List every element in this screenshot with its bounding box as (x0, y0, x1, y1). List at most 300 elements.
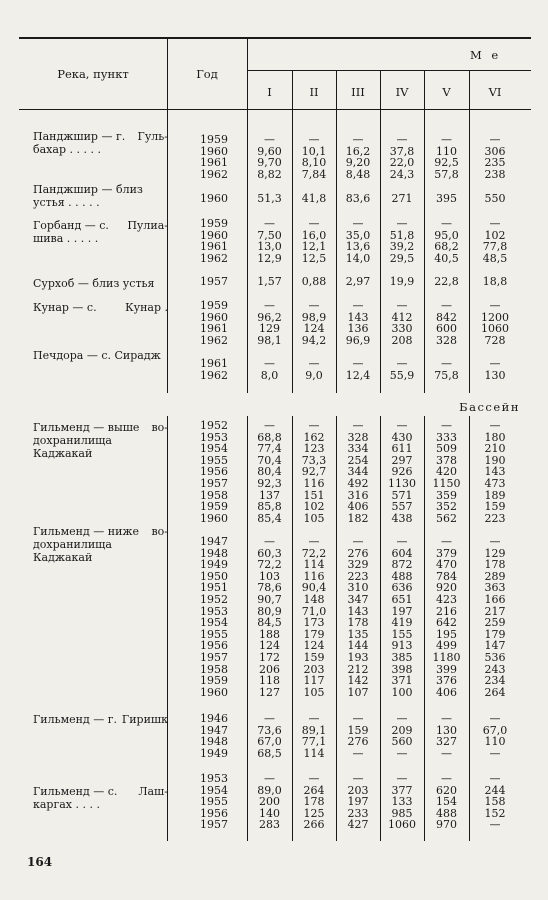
year-cell: 1953 (200, 430, 228, 444)
value-cell: 179 (484, 627, 506, 641)
value-cell: 129 (259, 322, 280, 336)
year-column-header: Год (196, 67, 218, 81)
value-cell: 41,8 (301, 192, 327, 205)
value-cell: 40,5 (434, 251, 459, 265)
value-cell: 190 (484, 453, 506, 467)
value-cell: — (441, 746, 452, 760)
value-cell: 920 (436, 581, 457, 595)
value-cell: 334 (347, 442, 369, 456)
value-cell: 172 (259, 651, 280, 664)
value-cell: 926 (391, 465, 413, 479)
value-cell: — (396, 419, 408, 432)
value-cell: — (441, 535, 452, 548)
value-cell: 254 (347, 453, 369, 467)
value-cell: 2,97 (345, 275, 371, 288)
value-cell: 9,0 (305, 368, 323, 382)
value-cell: 55,9 (389, 368, 415, 382)
value-cell: — (352, 772, 364, 785)
value-cell: 89,1 (301, 723, 327, 737)
value-cell: 8,82 (257, 167, 282, 181)
year-cell: 1954 (200, 616, 228, 630)
value-cell: 562 (436, 511, 457, 525)
value-cell: 259 (484, 616, 506, 630)
value-cell: 8,48 (345, 167, 371, 181)
value-cell: 438 (391, 511, 413, 525)
value-cell: 266 (303, 818, 325, 832)
value-cell: 142 (347, 674, 369, 688)
value-cell: 970 (436, 818, 457, 832)
year-cell: 1961 (200, 357, 228, 370)
value-cell: 136 (347, 322, 369, 336)
value-cell: 37,8 (389, 144, 415, 158)
year-cell: 1949 (200, 558, 228, 572)
value-cell: 98,9 (301, 310, 327, 324)
value-cell: 234 (484, 674, 506, 688)
value-cell: 206 (259, 662, 280, 676)
value-cell: — (441, 299, 452, 312)
month-header-3: III (351, 85, 365, 99)
value-cell: — (489, 535, 501, 548)
river-station-label (33, 277, 168, 290)
month-header-1: I (267, 85, 272, 99)
value-cell: 96,2 (257, 310, 282, 324)
value-cell: 233 (347, 806, 369, 820)
station-label-line1: Кунар — с. (33, 301, 97, 314)
value-cell: 178 (303, 795, 325, 809)
value-cell: 72,2 (301, 546, 327, 560)
station-label-line1: Гильменд — с. (33, 785, 118, 798)
value-cell: 148 (303, 593, 325, 606)
value-cell: 13,6 (345, 240, 371, 254)
value-cell: 310 (347, 581, 369, 595)
year-cell: 1957 (200, 477, 228, 490)
value-cell: 67,0 (482, 723, 508, 737)
value-cell: 217 (484, 604, 506, 618)
value-cell: — (396, 712, 408, 725)
value-cell: 427 (347, 818, 369, 832)
year-cell: 1962 (200, 368, 228, 382)
year-cell: 1957 (200, 275, 228, 288)
year-cell: 1959 (200, 674, 228, 688)
value-cell: 620 (436, 783, 457, 797)
year-cell: 1960 (200, 228, 228, 242)
value-cell: 96,9 (345, 333, 371, 347)
value-cell: 125 (303, 806, 325, 820)
value-cell: 159 (484, 500, 506, 514)
value-cell: 499 (436, 639, 457, 653)
value-cell: 238 (484, 167, 506, 181)
value-cell: 70,4 (257, 453, 282, 467)
value-cell: 159 (347, 723, 369, 737)
value-cell: — (489, 299, 501, 312)
river-station-label (33, 301, 168, 314)
value-cell: 78,6 (257, 581, 282, 595)
year-cell: 1949 (200, 746, 228, 760)
river-station-label (33, 421, 168, 460)
value-cell: 130 (436, 723, 457, 737)
value-cell: 243 (484, 662, 506, 676)
value-cell: — (489, 746, 501, 760)
value-cell: 77,8 (482, 240, 508, 254)
value-cell: 913 (391, 639, 413, 653)
year-cell: 1948 (200, 735, 228, 749)
year-cell: 1957 (200, 818, 228, 832)
value-cell: 216 (436, 604, 457, 618)
value-cell: 223 (347, 569, 369, 583)
value-cell: 1150 (432, 477, 461, 490)
value-cell: 7,50 (257, 228, 282, 242)
value-cell: — (396, 133, 408, 146)
station-label-line1: Горбанд — с. (33, 219, 109, 232)
value-cell: 509 (436, 442, 457, 456)
value-cell: 328 (347, 430, 369, 444)
value-cell: 173 (303, 616, 325, 630)
value-cell: 143 (484, 465, 506, 479)
value-cell: 154 (436, 795, 457, 809)
value-cell: 651 (391, 593, 413, 606)
value-cell: 151 (303, 488, 325, 502)
value-cell: 110 (436, 144, 457, 158)
value-cell: 376 (436, 674, 457, 688)
station-label-line1-end: Кунар . (125, 301, 168, 314)
year-cell: 1961 (200, 240, 228, 254)
value-cell: 182 (347, 511, 369, 525)
value-cell: 159 (303, 651, 325, 664)
value-cell: 271 (391, 192, 413, 205)
value-cell: 328 (436, 333, 457, 347)
value-cell: 92,3 (257, 477, 282, 490)
value-cell: 116 (303, 569, 325, 583)
river-station-label (33, 219, 168, 245)
value-cell: 306 (484, 144, 506, 158)
value-cell: 152 (484, 806, 506, 820)
value-cell: 235 (484, 156, 506, 170)
year-cell: 1947 (200, 723, 228, 737)
value-cell: 1180 (432, 651, 461, 664)
value-cell: 39,2 (389, 240, 415, 254)
value-cell: 1,57 (257, 275, 282, 288)
station-label-line1: Гильменд — выше (33, 421, 140, 434)
value-cell: 8,0 (260, 368, 279, 382)
station-label-line1: Печдора — с. Сирадж (33, 349, 161, 362)
value-cell: — (308, 712, 320, 725)
value-cell: 102 (484, 228, 506, 242)
value-cell: 18,8 (482, 275, 508, 288)
value-cell: 85,8 (257, 500, 282, 514)
year-cell: 1954 (200, 783, 228, 797)
value-cell: 9,20 (345, 156, 371, 170)
value-cell: 123 (303, 442, 325, 456)
value-cell: 264 (484, 685, 506, 699)
value-cell: 329 (347, 558, 369, 572)
value-cell: — (264, 535, 275, 548)
value-cell: 210 (484, 442, 506, 456)
year-cell: 1952 (200, 419, 228, 432)
river-station-label (33, 525, 168, 564)
value-cell: 95,0 (434, 228, 459, 242)
value-cell: 118 (259, 674, 280, 688)
value-cell: 430 (391, 430, 413, 444)
year-cell: 1959 (200, 500, 228, 514)
value-cell: 985 (391, 806, 413, 820)
value-cell: — (352, 419, 364, 432)
value-cell: — (441, 357, 452, 370)
value-cell: 571 (391, 488, 413, 502)
value-cell: 140 (259, 806, 280, 820)
value-cell: 330 (391, 322, 413, 336)
value-cell: 100 (391, 685, 413, 699)
value-cell: 379 (436, 546, 457, 560)
year-cell: 1962 (200, 333, 228, 347)
value-cell: 333 (436, 430, 457, 444)
value-cell: 1060 (481, 322, 509, 336)
value-cell: 71,0 (301, 604, 327, 618)
value-cell: 60,3 (257, 546, 282, 560)
value-cell: — (396, 535, 408, 548)
value-cell: 22,8 (434, 275, 459, 288)
value-cell: 1060 (388, 818, 416, 832)
value-cell: 89,0 (257, 783, 282, 797)
value-cell: 110 (484, 735, 506, 749)
value-cell: 1130 (388, 477, 416, 490)
value-cell: — (441, 419, 452, 432)
year-cell: 1948 (200, 546, 228, 560)
month-header-4: IV (395, 85, 409, 99)
value-cell: 642 (436, 616, 457, 630)
value-cell: 7,84 (301, 167, 327, 181)
month-group-rule (247, 70, 531, 71)
value-cell: 90,4 (301, 581, 327, 595)
value-cell: 29,5 (389, 251, 415, 265)
station-label-line1: Панджшир — г. (33, 130, 126, 143)
value-cell: 102 (303, 500, 325, 514)
year-cell: 1959 (200, 217, 228, 230)
value-cell: — (396, 217, 408, 230)
year-cell: 1959 (200, 133, 228, 146)
value-cell: — (264, 217, 275, 230)
value-cell: — (264, 419, 275, 432)
value-cell: 75,8 (434, 368, 459, 382)
value-cell: 377 (391, 783, 413, 797)
station-label-line1-end: Гуль- (137, 130, 168, 143)
station-label-line1-end: Гиришк (121, 713, 168, 726)
station-label-line1: Панджшир — близ (33, 183, 143, 196)
value-cell: 203 (347, 783, 369, 797)
value-cell: 872 (391, 558, 413, 572)
value-cell: 129 (484, 546, 506, 560)
value-cell: 77,1 (301, 735, 327, 749)
value-cell: 72,2 (257, 558, 282, 572)
value-cell: 399 (436, 662, 457, 676)
value-cell: 197 (391, 604, 413, 618)
value-cell: 137 (259, 488, 280, 502)
value-cell: 8,10 (301, 156, 327, 170)
value-cell: 188 (259, 627, 280, 641)
value-cell: 67,0 (257, 735, 282, 749)
year-cell: 1952 (200, 593, 228, 606)
station-label-line2: каргах . . . . (33, 798, 100, 811)
value-cell: 10,1 (301, 144, 327, 158)
value-cell: — (352, 217, 364, 230)
year-cell: 1962 (200, 167, 228, 181)
value-cell: 48,5 (482, 251, 508, 265)
value-cell: 124 (259, 639, 280, 653)
value-cell: — (396, 772, 408, 785)
value-cell: — (352, 746, 364, 760)
value-cell: 344 (347, 465, 369, 479)
station-label-line2: бахар . . . . . (33, 143, 101, 156)
value-cell: — (489, 818, 501, 832)
value-cell: 84,5 (257, 616, 282, 630)
value-cell: 611 (391, 442, 413, 456)
year-cell: 1958 (200, 662, 228, 676)
basin-heading: Бассейн (459, 400, 520, 414)
value-cell: 193 (347, 651, 369, 664)
value-cell: 347 (347, 593, 369, 606)
value-cell: — (264, 712, 275, 725)
station-label-line1: Сурхоб — близ устья (33, 277, 155, 290)
year-cell: 1959 (200, 299, 228, 312)
year-cell: 1960 (200, 511, 228, 525)
value-cell: 13,0 (257, 240, 282, 254)
station-label-line2: шива . . . . . (33, 232, 99, 245)
station-label-line1-end: во- (151, 421, 168, 434)
year-cell: 1946 (200, 712, 228, 725)
value-cell: 244 (484, 783, 506, 797)
year-cell: 1955 (200, 453, 228, 467)
value-cell: 68,2 (434, 240, 459, 254)
value-cell: 604 (391, 546, 413, 560)
value-cell: 158 (484, 795, 506, 809)
value-cell: 636 (391, 581, 413, 595)
value-cell: 16,0 (301, 228, 327, 242)
year-cell: 1961 (200, 156, 228, 170)
value-cell: 68,8 (257, 430, 282, 444)
value-cell: 80,9 (257, 604, 282, 618)
value-cell: 316 (347, 488, 369, 502)
value-cell: — (352, 299, 364, 312)
value-cell: 9,60 (257, 144, 282, 158)
col-rule-year-b (167, 416, 168, 841)
value-cell: 51,3 (257, 192, 282, 205)
value-cell: — (441, 217, 452, 230)
value-cell: 73,6 (257, 723, 282, 737)
value-cell: 363 (484, 581, 506, 595)
value-cell: 536 (484, 651, 506, 664)
value-cell: 197 (347, 795, 369, 809)
months-group-header: М е (470, 48, 502, 62)
year-cell: 1951 (200, 581, 228, 595)
year-cell: 1956 (200, 639, 228, 653)
year-cell: 1957 (200, 651, 228, 664)
value-cell: 94,2 (301, 333, 327, 347)
value-cell: 147 (484, 639, 506, 653)
value-cell: 488 (436, 806, 457, 820)
value-cell: 83,6 (345, 192, 371, 205)
value-cell: 492 (347, 477, 369, 490)
year-cell: 1960 (200, 144, 228, 158)
value-cell: 557 (391, 500, 413, 514)
value-cell: — (264, 357, 275, 370)
station-label-line1-end: Пулиа- (127, 219, 168, 232)
value-cell: — (396, 299, 408, 312)
value-cell: 24,3 (389, 167, 415, 181)
value-cell: — (489, 217, 501, 230)
year-cell: 1958 (200, 488, 228, 502)
value-cell: 16,2 (345, 144, 371, 158)
value-cell: 406 (436, 685, 457, 699)
year-cell: 1960 (200, 310, 228, 324)
value-cell: 12,9 (257, 251, 282, 265)
value-cell: 728 (484, 333, 506, 347)
month-header-2: II (309, 85, 319, 99)
value-cell: 179 (303, 627, 325, 641)
value-cell: — (352, 712, 364, 725)
value-cell: 77,4 (257, 442, 282, 456)
value-cell: — (308, 535, 320, 548)
value-cell: 208 (391, 333, 413, 347)
value-cell: 155 (391, 627, 413, 641)
value-cell: 842 (436, 310, 457, 324)
value-cell: — (489, 133, 501, 146)
value-cell: — (441, 133, 452, 146)
value-cell: 327 (436, 735, 457, 749)
value-cell: 359 (436, 488, 457, 502)
value-cell: — (441, 712, 452, 725)
year-cell: 1956 (200, 806, 228, 820)
value-cell: 189 (484, 488, 506, 502)
value-cell: 133 (391, 795, 413, 809)
station-label-line1: Гильменд — ниже (33, 525, 140, 538)
value-cell: — (308, 133, 320, 146)
year-cell: 1954 (200, 442, 228, 456)
value-cell: 398 (391, 662, 413, 676)
value-cell: 264 (303, 783, 325, 797)
year-cell: 1955 (200, 627, 228, 641)
value-cell: 784 (436, 569, 457, 583)
station-label-line2: устья . . . . . (33, 196, 100, 209)
value-cell: — (396, 357, 408, 370)
value-cell: — (352, 535, 364, 548)
value-cell: 92,5 (434, 156, 459, 170)
value-cell: 117 (303, 674, 325, 688)
value-cell: 124 (303, 639, 325, 653)
value-cell: 162 (303, 430, 325, 444)
value-cell: 180 (484, 430, 506, 444)
value-cell: 276 (347, 546, 369, 560)
value-cell: 371 (391, 674, 413, 688)
value-cell: — (441, 772, 452, 785)
year-cell: 1960 (200, 192, 228, 205)
value-cell: — (489, 772, 501, 785)
value-cell: 135 (347, 627, 369, 641)
value-cell: 470 (436, 558, 457, 572)
station-label-line1-end: Лаш- (138, 785, 168, 798)
year-cell: 1953 (200, 604, 228, 618)
river-station-label (33, 785, 168, 811)
year-cell: 1956 (200, 465, 228, 479)
value-cell: — (308, 299, 320, 312)
value-cell: — (264, 299, 275, 312)
value-cell: 195 (436, 627, 457, 641)
value-cell: 200 (259, 795, 280, 809)
value-cell: 22,0 (389, 156, 415, 170)
river-station-label (33, 713, 168, 726)
value-cell: 51,8 (389, 228, 415, 242)
value-cell: 144 (347, 639, 369, 653)
year-cell: 1953 (200, 772, 228, 785)
value-cell: 223 (484, 511, 506, 525)
